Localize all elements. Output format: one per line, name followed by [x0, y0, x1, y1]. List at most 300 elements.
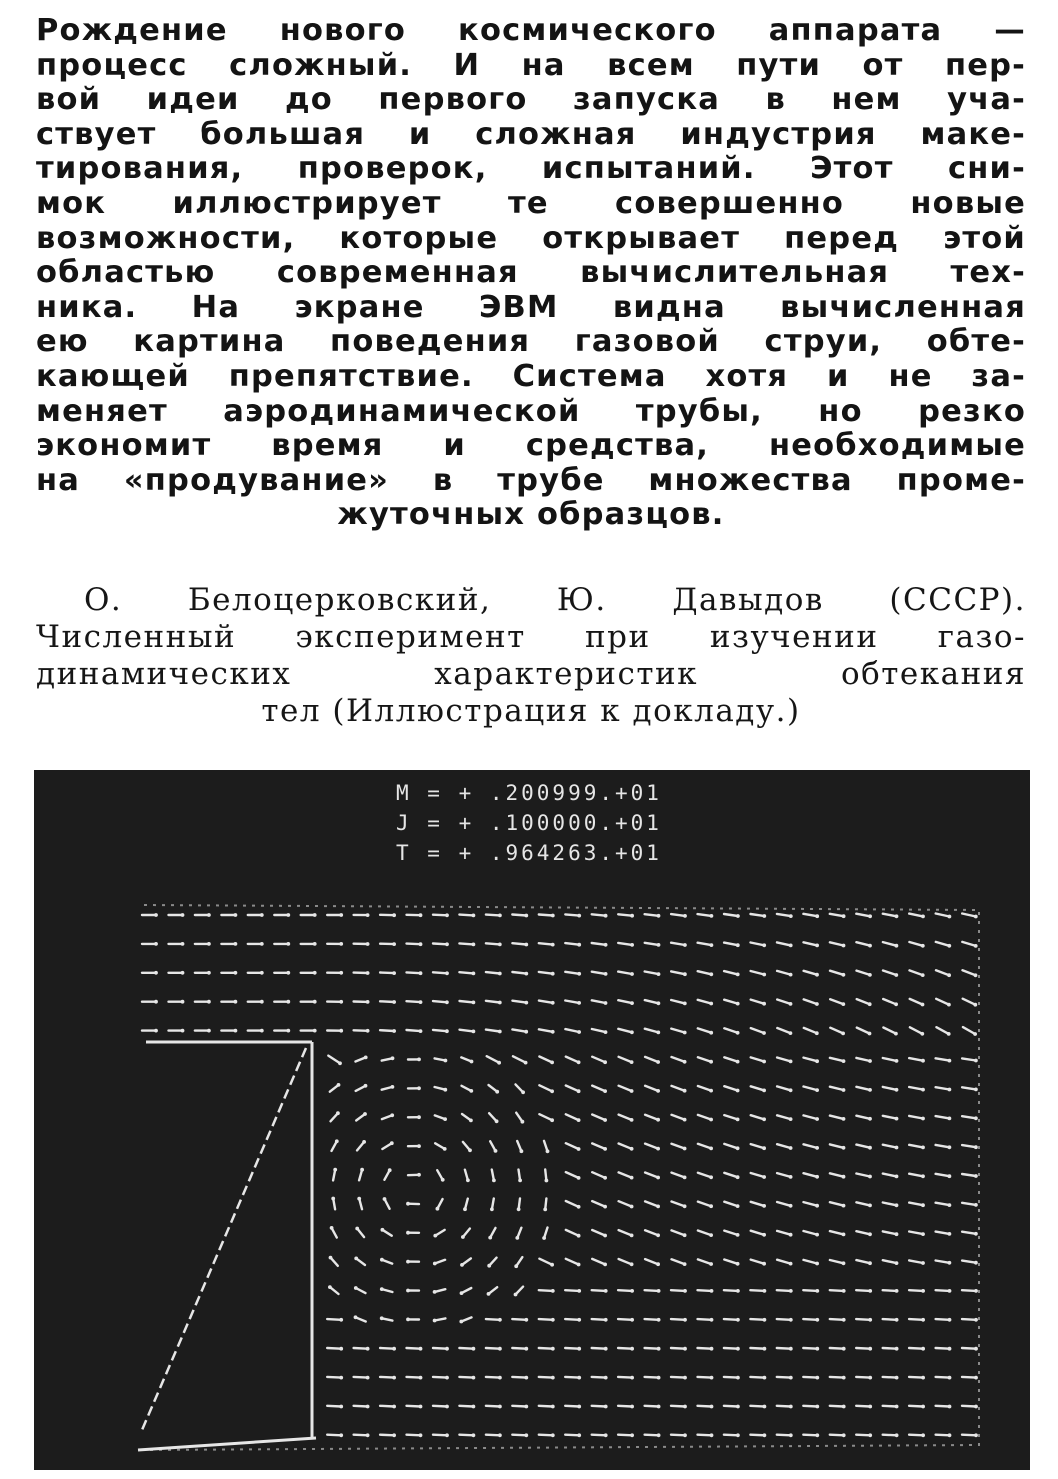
flow-vector-head — [472, 1030, 476, 1034]
flow-vector-head — [630, 943, 634, 947]
flow-vector-head — [524, 1001, 528, 1005]
flow-vector — [618, 1348, 632, 1349]
flow-vector — [565, 1377, 579, 1378]
flow-vector-head — [460, 1263, 464, 1267]
flow-vector-head — [363, 1112, 367, 1116]
flow-vector — [539, 1406, 553, 1407]
flow-vector-head — [604, 1289, 608, 1293]
paragraph-line: возможности, которые открывает перед этой — [36, 220, 1026, 256]
flow-vector-head — [545, 1179, 549, 1183]
flow-vector-head — [683, 1376, 687, 1380]
flow-vector-head — [763, 1405, 767, 1409]
flow-vector-head — [551, 1433, 555, 1437]
flow-vector-head — [630, 1176, 634, 1180]
flow-vector-head — [948, 1347, 952, 1351]
flow-vector-head — [895, 1318, 899, 1322]
flow-vector — [830, 1435, 844, 1436]
flow-vector-head — [551, 1347, 555, 1351]
flow-vector-head — [630, 1089, 634, 1093]
flow-vector-head — [815, 1262, 819, 1266]
flow-vector-head — [789, 1146, 793, 1150]
flow-vector-head — [815, 1175, 819, 1179]
flow-vector — [618, 1435, 632, 1436]
paragraph-line: ствует большая и сложная индустрия маке- — [36, 116, 1026, 152]
flow-vector-head — [339, 1029, 343, 1033]
flow-vector — [909, 1319, 923, 1320]
flow-vector — [354, 1348, 368, 1349]
flow-vector — [512, 1348, 526, 1349]
flow-vector — [909, 1290, 923, 1291]
flow-vector-head — [815, 973, 819, 977]
flow-vector-head — [406, 1202, 410, 1206]
flow-vector-head — [815, 1002, 819, 1006]
flow-vector-head — [710, 1347, 714, 1351]
flow-vector-head — [354, 1286, 358, 1290]
flow-vector-head — [868, 1002, 872, 1006]
flow-vector — [459, 1435, 473, 1436]
flow-vector-head — [683, 1433, 687, 1437]
flow-vector-head — [948, 1433, 952, 1437]
flow-vector — [750, 1435, 764, 1436]
flow-vector-head — [842, 1347, 846, 1351]
flow-vector-head — [710, 1289, 714, 1293]
flow-vector-head — [630, 1376, 634, 1380]
flow-vector-head — [445, 1347, 449, 1351]
flow-vector-head — [656, 1031, 660, 1035]
flow-vector — [327, 1406, 341, 1407]
flow-vector — [565, 1348, 579, 1349]
flow-vector-head — [736, 1262, 740, 1266]
flow-vector-head — [841, 1032, 845, 1036]
flow-vector — [962, 1319, 976, 1320]
flow-vector-head — [360, 1168, 364, 1172]
flow-vector-head — [657, 1289, 661, 1293]
flow-vector — [459, 1406, 473, 1407]
flow-vector-head — [497, 1061, 501, 1065]
flow-vector-head — [789, 1002, 793, 1006]
flow-vector-head — [577, 1176, 581, 1180]
flow-vector-head — [390, 1113, 394, 1117]
flow-vector-head — [815, 1117, 819, 1121]
flow-vector — [830, 1406, 844, 1407]
flow-vector-head — [577, 1030, 581, 1034]
flow-vector — [618, 1319, 632, 1320]
flow-vector — [592, 914, 606, 915]
flow-vector — [592, 1377, 606, 1378]
flow-vector-head — [550, 1118, 554, 1122]
flow-vector-head — [974, 944, 978, 948]
flow-vector-head — [234, 971, 238, 975]
flow-vector-head — [974, 1059, 978, 1063]
flow-vector-head — [763, 1376, 767, 1380]
flow-vector-head — [207, 1029, 211, 1033]
flow-vector-head — [736, 1433, 740, 1437]
flow-vector-head — [339, 1376, 343, 1380]
flow-vector-head — [736, 943, 740, 947]
flow-vector-head — [577, 1234, 581, 1238]
flow-vector-head — [630, 1234, 634, 1238]
flow-vector-head — [736, 1175, 740, 1179]
flow-vector-head — [657, 1347, 661, 1351]
flow-vector-head — [842, 1405, 846, 1409]
flow-vector-head — [392, 1433, 396, 1437]
flow-vector-head — [234, 1029, 238, 1033]
flow-vector-head — [948, 915, 952, 919]
flow-vector — [459, 943, 473, 944]
flow-vector-head — [974, 1088, 978, 1092]
paragraph-line: кающей препятствие. Система хотя и не за- — [36, 358, 1026, 394]
flow-vector-head — [357, 1197, 361, 1201]
flow-vector-head — [286, 942, 290, 946]
flow-vector-head — [656, 1147, 660, 1151]
flow-vector-head — [789, 1262, 793, 1266]
flow-vector-head — [736, 1405, 740, 1409]
flow-vector-head — [868, 1232, 872, 1236]
flow-vector-head — [974, 1347, 978, 1351]
flow-vector-head — [392, 971, 396, 975]
flow-vector-head — [762, 1233, 766, 1237]
flow-vector — [512, 943, 526, 944]
flow-vector — [645, 1406, 659, 1407]
flow-vector — [830, 1348, 844, 1349]
flow-vector-head — [406, 1231, 410, 1235]
flow-vector-head — [406, 1318, 410, 1322]
flow-vector-head — [789, 1347, 793, 1351]
flow-vector-head — [974, 1261, 978, 1265]
flow-vector-head — [472, 1347, 476, 1351]
flow-vector — [380, 1435, 394, 1436]
flow-vector-head — [380, 1258, 384, 1262]
flow-vector-head — [762, 1117, 766, 1121]
flow-vector-head — [630, 1289, 634, 1293]
flow-vector-head — [604, 1376, 608, 1380]
flow-vector-head — [789, 1060, 793, 1064]
flow-vector-head — [472, 1376, 476, 1380]
flow-vector-head — [710, 1405, 714, 1409]
flow-vector-head — [709, 1002, 713, 1006]
flow-vector-head — [417, 1115, 421, 1119]
flow-vector-head — [921, 1203, 925, 1207]
flow-vector-head — [974, 1116, 978, 1120]
flow-vector-head — [948, 1289, 952, 1293]
flow-vector-head — [550, 1061, 554, 1065]
flow-vector-head — [445, 1029, 449, 1033]
flow-vector-head — [286, 971, 290, 975]
flow-vector-head — [736, 973, 740, 977]
flow-vector-head — [921, 1433, 925, 1437]
flow-vector-head — [683, 972, 687, 976]
flow-vector-head — [868, 1261, 872, 1265]
article-paragraph — [36, 14, 1026, 533]
flow-vector — [459, 1377, 473, 1378]
flow-vector-head — [419, 942, 423, 946]
flow-vector — [830, 1290, 844, 1291]
flow-vector — [539, 915, 553, 916]
flow-vector-head — [234, 1000, 238, 1004]
flow-vector-head — [364, 1084, 368, 1088]
flow-vector-head — [181, 1029, 185, 1033]
flow-vector — [777, 1348, 791, 1349]
flow-vector-head — [842, 1233, 846, 1237]
flow-vector-head — [577, 1289, 581, 1293]
flow-vector-head — [895, 1088, 899, 1092]
flow-vector-head — [921, 944, 925, 948]
flow-vector-head — [921, 1117, 925, 1121]
flow-vector — [883, 1319, 897, 1320]
flow-vector-head — [433, 1290, 437, 1294]
flow-vector-head — [842, 944, 846, 948]
flow-vector-head — [419, 913, 423, 917]
flow-vector — [460, 1030, 474, 1032]
flow-vector-head — [520, 1149, 524, 1153]
flow-vector — [460, 1001, 474, 1002]
flow-vector — [962, 1377, 976, 1378]
flow-vector-head — [974, 1318, 978, 1322]
flow-vector-head — [948, 1117, 952, 1121]
flow-vector — [380, 1377, 394, 1378]
flow-vector — [936, 1435, 950, 1436]
flow-vector-head — [392, 1376, 396, 1380]
flow-vector-head — [762, 1262, 766, 1266]
flow-vector-head — [868, 1059, 872, 1063]
flow-vector — [618, 1290, 632, 1291]
flow-vector — [698, 1290, 712, 1291]
flow-vector-head — [362, 1140, 366, 1144]
flow-vector-head — [736, 1318, 740, 1322]
flow-vector-head — [551, 943, 555, 947]
flow-vector-head — [842, 1059, 846, 1063]
flow-vector — [539, 943, 553, 944]
flow-vector-head — [815, 1031, 819, 1035]
flow-vector-head — [657, 1405, 661, 1409]
flow-vector-head — [948, 1174, 952, 1178]
flow-vector-head — [657, 972, 661, 976]
paragraph-line: ника. На экране ЭВМ видна вычисленная — [36, 289, 1026, 325]
flow-vector — [883, 1377, 897, 1378]
flow-vector-head — [630, 1433, 634, 1437]
flow-vector — [539, 1290, 553, 1291]
flow-vector-head — [551, 1405, 555, 1409]
flow-vector-head — [947, 1003, 951, 1007]
flow-vector-head — [604, 1347, 608, 1351]
flow-vector — [909, 1348, 923, 1349]
flow-vector — [750, 1377, 764, 1378]
flow-vector — [750, 1290, 764, 1291]
paragraph-line: процесс сложный. И на всем пути от пер- — [36, 47, 1026, 83]
flow-vector-head — [842, 973, 846, 977]
flow-vector-head — [656, 1118, 660, 1122]
flow-vector-head — [630, 1147, 634, 1151]
flow-vector — [380, 1406, 394, 1407]
flow-vector-head — [286, 1029, 290, 1033]
flow-vector-head — [459, 1320, 463, 1324]
flow-vector-head — [709, 1204, 713, 1208]
flow-vector-head — [443, 1117, 447, 1121]
flow-vector — [777, 1406, 791, 1407]
flow-vector-head — [630, 914, 634, 918]
flow-vector — [459, 972, 473, 973]
flow-vector — [512, 1319, 526, 1320]
flow-vector — [459, 1348, 473, 1349]
flow-vector — [407, 972, 421, 973]
flow-vector-head — [603, 1234, 607, 1238]
flow-vector-head — [604, 1433, 608, 1437]
flow-vector-head — [736, 1118, 740, 1122]
paragraph-line: вой идеи до первого запуска в нем уча- — [36, 82, 1026, 118]
flow-vector — [750, 1319, 764, 1320]
flow-vector-head — [630, 972, 634, 976]
flow-vector-head — [974, 1145, 978, 1149]
flow-vector — [936, 1290, 950, 1291]
flow-vector-head — [895, 1117, 899, 1121]
flow-vector-head — [577, 972, 581, 976]
flow-vector-head — [736, 1233, 740, 1237]
flow-vector-head — [392, 1029, 396, 1033]
flow-vector-head — [336, 1111, 340, 1115]
flow-vector-head — [391, 1085, 395, 1089]
flow-vector-head — [577, 1347, 581, 1351]
flow-vector-head — [604, 1030, 608, 1034]
flow-vector-head — [630, 1347, 634, 1351]
flow-vector-head — [974, 1232, 978, 1236]
flow-vector — [671, 1406, 685, 1407]
flow-vector-head — [366, 1376, 370, 1380]
screen-background — [34, 770, 1030, 1470]
flow-vector-head — [603, 1089, 607, 1093]
flow-vector-head — [604, 1405, 608, 1409]
flow-vector-head — [433, 1262, 437, 1266]
flow-vector — [618, 914, 632, 915]
flow-vector-head — [630, 1318, 634, 1322]
flow-vector-head — [657, 914, 661, 918]
flow-vector-head — [551, 972, 555, 976]
flow-vector-head — [762, 1089, 766, 1093]
flow-vector-head — [328, 1285, 332, 1289]
flow-vector-head — [948, 1405, 952, 1409]
flow-vector-head — [815, 1433, 819, 1437]
flow-vector-head — [868, 1146, 872, 1150]
flow-vector-head — [815, 1088, 819, 1092]
paragraph-line: жуточных образцов. — [337, 497, 725, 533]
flow-vector-head — [433, 1234, 437, 1238]
flow-vector-head — [657, 943, 661, 947]
flow-vector-head — [392, 1405, 396, 1409]
flow-vector — [327, 1435, 341, 1436]
flow-vector-head — [417, 1058, 421, 1062]
flow-vector-head — [630, 1001, 634, 1005]
flow-vector — [539, 1348, 553, 1349]
flow-vector-head — [762, 1002, 766, 1006]
flow-vector-head — [524, 1376, 528, 1380]
flow-vector — [565, 1435, 579, 1436]
flow-vector-head — [524, 914, 528, 918]
flow-vector-head — [709, 1262, 713, 1266]
flow-vector — [645, 1319, 659, 1320]
flow-vector-head — [417, 1086, 421, 1090]
flow-vector-head — [550, 1263, 554, 1267]
flow-vector — [565, 914, 579, 915]
flow-vector — [354, 1435, 368, 1436]
flow-vector-head — [815, 1318, 819, 1322]
flow-vector-head — [445, 1405, 449, 1409]
flow-vector-head — [260, 971, 264, 975]
flow-vector-head — [974, 915, 978, 919]
flow-vector-head — [789, 1175, 793, 1179]
flow-vector-head — [842, 914, 846, 918]
flow-vector-head — [868, 944, 872, 948]
flow-vector-head — [604, 1001, 608, 1005]
flow-vector-head — [436, 1207, 440, 1211]
flow-vector — [380, 1001, 394, 1002]
flow-vector — [698, 1435, 712, 1436]
flow-vector — [909, 1406, 923, 1407]
flow-vector-head — [762, 1060, 766, 1064]
flow-vector-head — [656, 1205, 660, 1209]
flow-vector-head — [517, 1207, 521, 1211]
flow-vector — [671, 1319, 685, 1320]
flow-vector-head — [472, 1001, 476, 1005]
flow-vector-head — [518, 1179, 522, 1183]
flow-vector — [936, 1377, 950, 1378]
flow-vector-head — [604, 943, 608, 947]
flow-vector-head — [894, 1032, 898, 1036]
flow-vector — [512, 972, 526, 974]
flow-vector-head — [736, 1204, 740, 1208]
flow-vector — [433, 1030, 447, 1031]
flow-vector-head — [577, 1147, 581, 1151]
flow-vector-head — [842, 1289, 846, 1293]
flow-vector-head — [868, 914, 872, 918]
flow-vector-head — [895, 1232, 899, 1236]
flow-vector-head — [546, 1149, 550, 1153]
flow-vector-head — [354, 1315, 358, 1319]
flow-vector-head — [895, 1146, 899, 1150]
flow-vector-head — [466, 1178, 470, 1182]
flow-vector-head — [630, 1060, 634, 1064]
flow-vector — [856, 1435, 870, 1436]
flow-vector-head — [445, 942, 449, 946]
flow-vector-head — [445, 971, 449, 975]
flow-vector-head — [657, 1376, 661, 1380]
flow-vector — [407, 1435, 421, 1436]
flow-vector-head — [841, 1002, 845, 1006]
flow-vector — [777, 1290, 791, 1291]
flow-vector-head — [762, 1204, 766, 1208]
flow-vector-head — [495, 1090, 499, 1094]
figure-caption — [36, 582, 1026, 730]
flow-vector — [459, 915, 473, 916]
flow-vector-head — [331, 1197, 335, 1201]
flow-vector-head — [551, 1376, 555, 1380]
flow-vector-head — [948, 1318, 952, 1322]
flow-vector-head — [366, 942, 370, 946]
flow-vector — [777, 1377, 791, 1378]
flow-vector-head — [736, 1146, 740, 1150]
flow-vector-head — [842, 1146, 846, 1150]
flow-vector-head — [339, 1347, 343, 1351]
flow-field-display — [34, 770, 1030, 1470]
flow-vector-head — [380, 1287, 384, 1291]
flow-vector-head — [524, 1030, 528, 1034]
flow-vector — [830, 1377, 844, 1378]
flow-vector-head — [498, 972, 502, 976]
flow-vector-head — [710, 1376, 714, 1380]
flow-vector-head — [974, 973, 978, 977]
flow-vector-head — [337, 1083, 341, 1087]
flow-vector-head — [366, 1405, 370, 1409]
flow-vector-head — [419, 1347, 423, 1351]
flow-vector-head — [390, 1141, 394, 1145]
